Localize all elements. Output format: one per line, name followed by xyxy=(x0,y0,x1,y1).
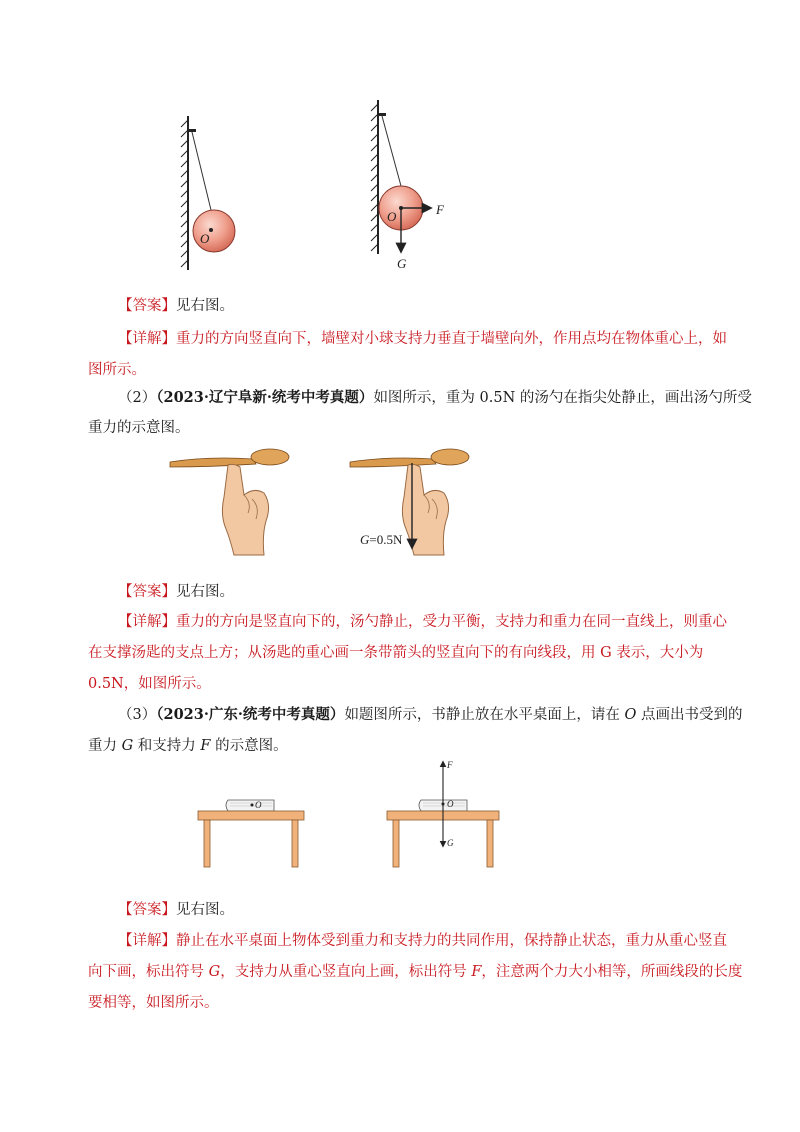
answer-text: 见右图。 xyxy=(176,298,234,314)
book-table-figure-left xyxy=(196,795,308,870)
answer-text: 见右图。 xyxy=(176,584,234,600)
book-table-figure-right xyxy=(385,757,503,870)
q3-stem-line1: （3）（2023·广东·统考中考真题）如题图所示，书静止放在水平桌面上，请在 O 点画出书受到的 xyxy=(118,706,743,723)
answer-tag: 【答案】 xyxy=(118,298,176,314)
center-label-o: O xyxy=(387,209,397,224)
force-label-f: F xyxy=(447,760,453,770)
q2-stem-line1: （2）（2023·辽宁阜新·统考中考真题）如图所示，重为 0.5N 的汤勺在指尖处静止，画出汤勺所受 xyxy=(118,389,752,406)
force-label-g: G xyxy=(447,838,454,848)
force-label-f: F xyxy=(436,202,444,217)
answer-tag: 【答案】 xyxy=(118,584,176,600)
q3-detail-line3: 要相等，如图所示。 xyxy=(88,995,219,1011)
q2-answer xyxy=(118,582,234,602)
q3-answer xyxy=(118,900,234,920)
wall-ball-figure-left xyxy=(176,110,256,275)
q2-detail-line1: 【详解】重力的方向是竖直向下的，汤勺静止，受力平衡，支持力和重力在同一直线上，则重心 xyxy=(118,614,727,630)
gravity-symbol: G xyxy=(360,532,370,547)
wall-ball-figure-right xyxy=(368,96,458,276)
detail-tag: 【详解】 xyxy=(118,933,176,949)
q3-stem-line2: 重力 G 和支持力 F 的示意图。 xyxy=(88,738,288,754)
q3-detail-line1: 【详解】静止在水平桌面上物体受到重力和支持力的共同作用，保持静止状态，重力从重心竖直 xyxy=(118,933,727,949)
q1-answer xyxy=(118,296,234,316)
q3-detail-line2: 向下画，标出符号 G，支持力从重心竖直向上画，标出符号 F，注意两个力大小相等，所画线段的长度 xyxy=(88,964,743,980)
answer-text: 见右图。 xyxy=(176,902,234,918)
center-label-o: O xyxy=(255,800,262,810)
detail-tag: 【详解】 xyxy=(118,614,176,630)
q2-detail-line2: 在支撑汤匙的支点上方；从汤匙的重心画一条带箭头的竖直向下的有向线段，用 G 表示，大小为 xyxy=(88,645,704,661)
q1-detail-line2: 图所示。 xyxy=(88,362,146,378)
center-label-o: O xyxy=(200,231,210,246)
force-label-g: G xyxy=(397,256,407,271)
gravity-label xyxy=(360,532,403,547)
question-number: （2） xyxy=(118,390,157,406)
gravity-value: =0.5N xyxy=(369,532,403,547)
question-number: （3） xyxy=(118,707,157,723)
center-label-o: O xyxy=(447,799,454,809)
answer-tag: 【答案】 xyxy=(118,902,176,918)
question-source: （2023·广东·统考中考真题） xyxy=(156,706,345,723)
q2-stem-line2: 重力的示意图。 xyxy=(88,420,190,436)
detail-tag: 【详解】 xyxy=(118,331,176,347)
question-source: （2023·辽宁阜新·统考中考真题） xyxy=(156,389,374,406)
spoon-finger-figure-right xyxy=(348,443,473,558)
q2-detail-line3: 0.5N，如图所示。 xyxy=(88,676,211,692)
spoon-finger-figure-left xyxy=(168,443,293,558)
q1-detail-line1: 【详解】重力的方向竖直向下，墙壁对小球支持力垂直于墙壁向外，作用点均在物体重心上，如 xyxy=(118,331,727,347)
